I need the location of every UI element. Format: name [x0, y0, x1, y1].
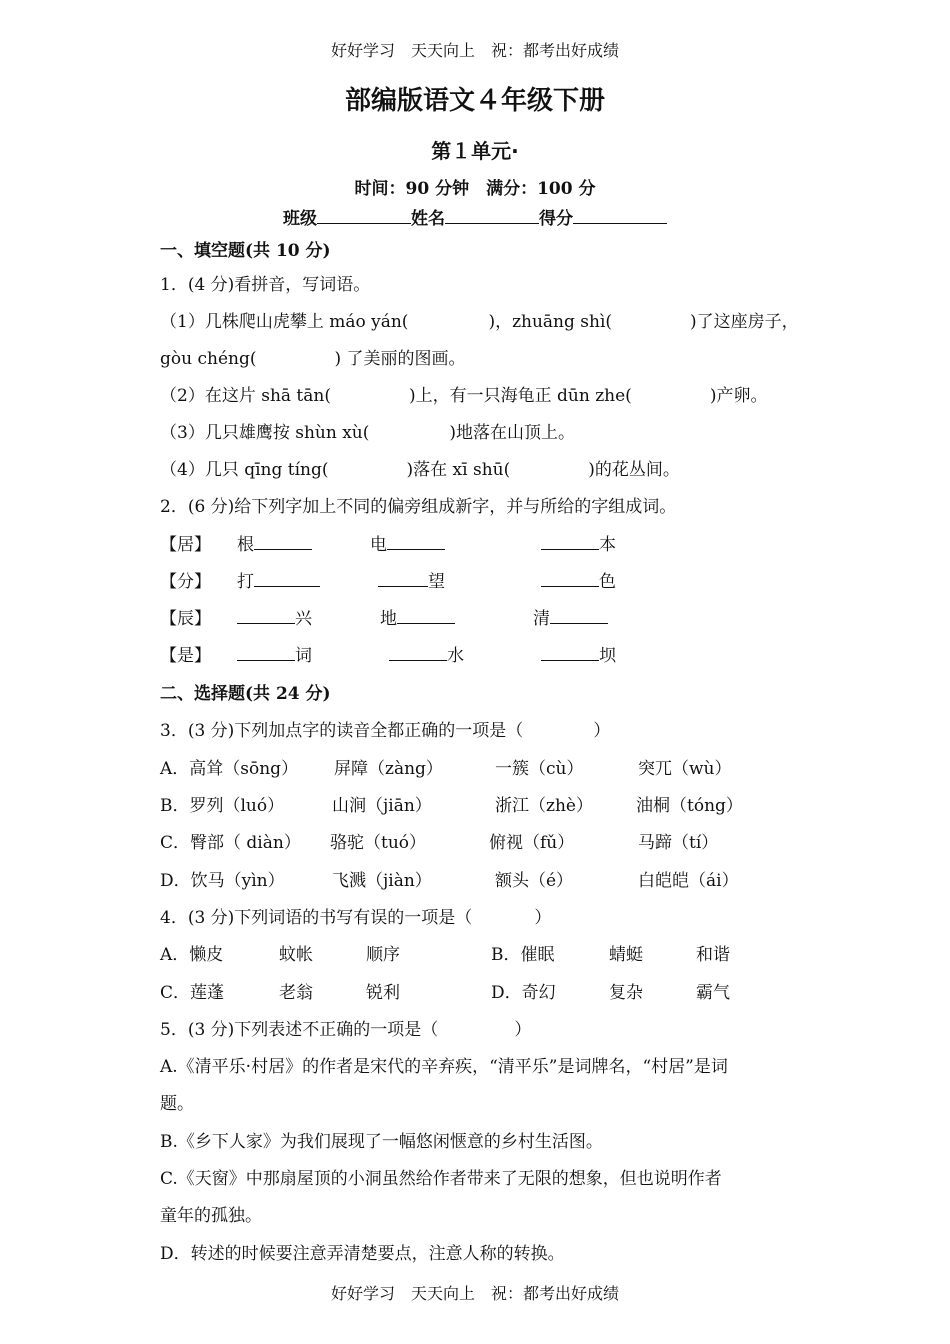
- q2-blank[interactable]: [254, 570, 320, 587]
- class-label: 班级: [283, 209, 317, 229]
- q5-option-a[interactable]: A.《清平乐·村居》的作者是宋代的辛弃疾，“清平乐”是词牌名，“村居”是词: [160, 1057, 728, 1077]
- q2-row-label: 【分】: [160, 572, 211, 592]
- q4-stem: 4．(3 分)下列词语的书写有误的一项是（ ）: [160, 908, 552, 928]
- student-info: [0, 204, 950, 229]
- q4-option-word: 复杂: [609, 983, 643, 1003]
- q2-blank[interactable]: [397, 607, 455, 624]
- page-footer: 好好学习 天天向上 祝：都考出好成绩: [330, 1284, 619, 1303]
- page-header: 好好学习 天天向上 祝：都考出好成绩: [330, 41, 619, 60]
- q2-row-item: 打: [237, 567, 320, 592]
- q2-row-item: 电: [370, 530, 445, 555]
- q5-stem: 5．(3 分)下列表述不正确的一项是（ ）: [160, 1020, 532, 1040]
- q4-option-word: 蜻蜓: [609, 945, 643, 965]
- q2-row-label: 【辰】: [160, 609, 211, 629]
- q3-option-item: 突兀（wù）: [638, 759, 732, 779]
- q4-option[interactable]: A．懒皮: [160, 945, 224, 965]
- q1-stem: 1．(4 分)看拼音，写词语。: [160, 275, 371, 295]
- q4-option[interactable]: B．催眠: [491, 945, 555, 965]
- q3-option-item: 白皑皑（ái）: [638, 871, 739, 891]
- q3-option[interactable]: D．饮马（yìn）: [160, 871, 285, 891]
- q2-row-item: 地: [380, 604, 455, 629]
- q2-row-item: 本: [541, 530, 616, 555]
- q4-option[interactable]: D．奇幻: [491, 983, 556, 1003]
- q3-option-item: 屏障（zàng）: [334, 759, 443, 779]
- unit-title: 第１单元·: [431, 139, 519, 163]
- q5-option-c-cont: 童年的孤独。: [160, 1206, 262, 1226]
- q2-blank[interactable]: [541, 644, 599, 661]
- q1-line-3: （2）在这片 shā tān( )上，有一只海龟正 dūn zhe( )产卵。: [160, 386, 768, 406]
- q5-option-d[interactable]: D．转述的时候要注意弄清楚要点，注意人称的转换。: [160, 1244, 565, 1264]
- time-score: 时间：90 分钟 满分：100 分: [354, 179, 596, 199]
- q2-blank[interactable]: [387, 533, 445, 550]
- q4-option-word: 顺序: [366, 945, 400, 965]
- q2-blank[interactable]: [378, 570, 428, 587]
- q2-blank[interactable]: [541, 533, 599, 550]
- q1-line-5: （4）几只 qīng tíng( )落在 xī shū( )的花丛间。: [160, 460, 680, 480]
- q2-row-item: 兴: [237, 604, 312, 629]
- class-blank[interactable]: [317, 207, 411, 224]
- q3-option-item: 俯视（fǔ）: [489, 833, 575, 853]
- q4-option-word: 蚊帐: [279, 945, 313, 965]
- q4-option[interactable]: C．莲蓬: [160, 983, 225, 1003]
- section-2-title: 二、选择题(共 24 分): [160, 684, 331, 704]
- q2-row-item: 根: [237, 530, 312, 555]
- q2-blank[interactable]: [550, 607, 608, 624]
- q2-row-item: 清: [533, 604, 608, 629]
- q5-option-c[interactable]: C.《天窗》中那扇屋顶的小洞虽然给作者带来了无限的想象，但也说明作者: [160, 1169, 722, 1189]
- name-label: 姓名: [411, 209, 445, 229]
- q3-option[interactable]: C．臀部（ diàn）: [160, 833, 301, 853]
- q3-option-item: 额头（é）: [495, 871, 574, 891]
- q1-line-1: （1）几株爬山虎攀上 máo yán( )，zhuāng shì( )了这座房子，: [160, 312, 799, 332]
- score-blank[interactable]: [573, 207, 667, 224]
- section-1-title: 一、填空题(共 10 分): [160, 241, 331, 261]
- q3-option-item: 马蹄（tí）: [638, 833, 719, 853]
- q3-option-item: 骆驼（tuó）: [330, 833, 427, 853]
- q3-option-item: 浙江（zhè）: [495, 796, 593, 816]
- q3-option[interactable]: B．罗列（luó）: [160, 796, 285, 816]
- q5-option-a-cont: 题。: [160, 1094, 194, 1114]
- q2-blank[interactable]: [541, 570, 599, 587]
- q2-blank[interactable]: [237, 644, 295, 661]
- q4-option-word: 和谐: [696, 945, 730, 965]
- q2-row-item: 水: [389, 641, 464, 666]
- q2-row-label: 【是】: [160, 646, 211, 666]
- q4-option-word: 老翁: [279, 983, 313, 1003]
- q1-line-2: gòu chéng( ) 了美丽的图画。: [160, 349, 466, 369]
- q3-option-item: 一簇（cù）: [495, 759, 584, 779]
- q2-blank[interactable]: [237, 607, 295, 624]
- score-label: 得分: [539, 209, 573, 229]
- q2-blank[interactable]: [254, 533, 312, 550]
- q3-option[interactable]: A．高耸（sōng）: [160, 759, 299, 779]
- q2-row-item: 词: [237, 641, 312, 666]
- q4-option-word: 霸气: [696, 983, 730, 1003]
- q3-option-item: 山涧（jiān）: [332, 796, 432, 816]
- q2-blank[interactable]: [389, 644, 447, 661]
- q1-line-4: （3）几只雄鹰按 shùn xù( )地落在山顶上。: [160, 423, 576, 443]
- q2-row-item: 色: [541, 567, 616, 592]
- page-title: 部编版语文４年级下册: [344, 86, 605, 116]
- q5-option-b[interactable]: B.《乡下人家》为我们展现了一幅悠闲惬意的乡村生活图。: [160, 1132, 603, 1152]
- q2-row-label: 【居】: [160, 535, 211, 555]
- q4-option-word: 锐利: [366, 983, 400, 1003]
- name-blank[interactable]: [445, 207, 539, 224]
- q2-stem: 2．(6 分)给下列字加上不同的偏旁组成新字，并与所给的字组成词。: [160, 497, 677, 517]
- q3-option-item: 油桐（tóng）: [636, 796, 743, 816]
- q2-row-item: 坝: [541, 641, 616, 666]
- q3-option-item: 飞溅（jiàn）: [332, 871, 432, 891]
- q3-stem: 3．(3 分)下列加点字的读音全都正确的一项是（ ）: [160, 721, 611, 741]
- q2-row-item: 望: [378, 567, 445, 592]
